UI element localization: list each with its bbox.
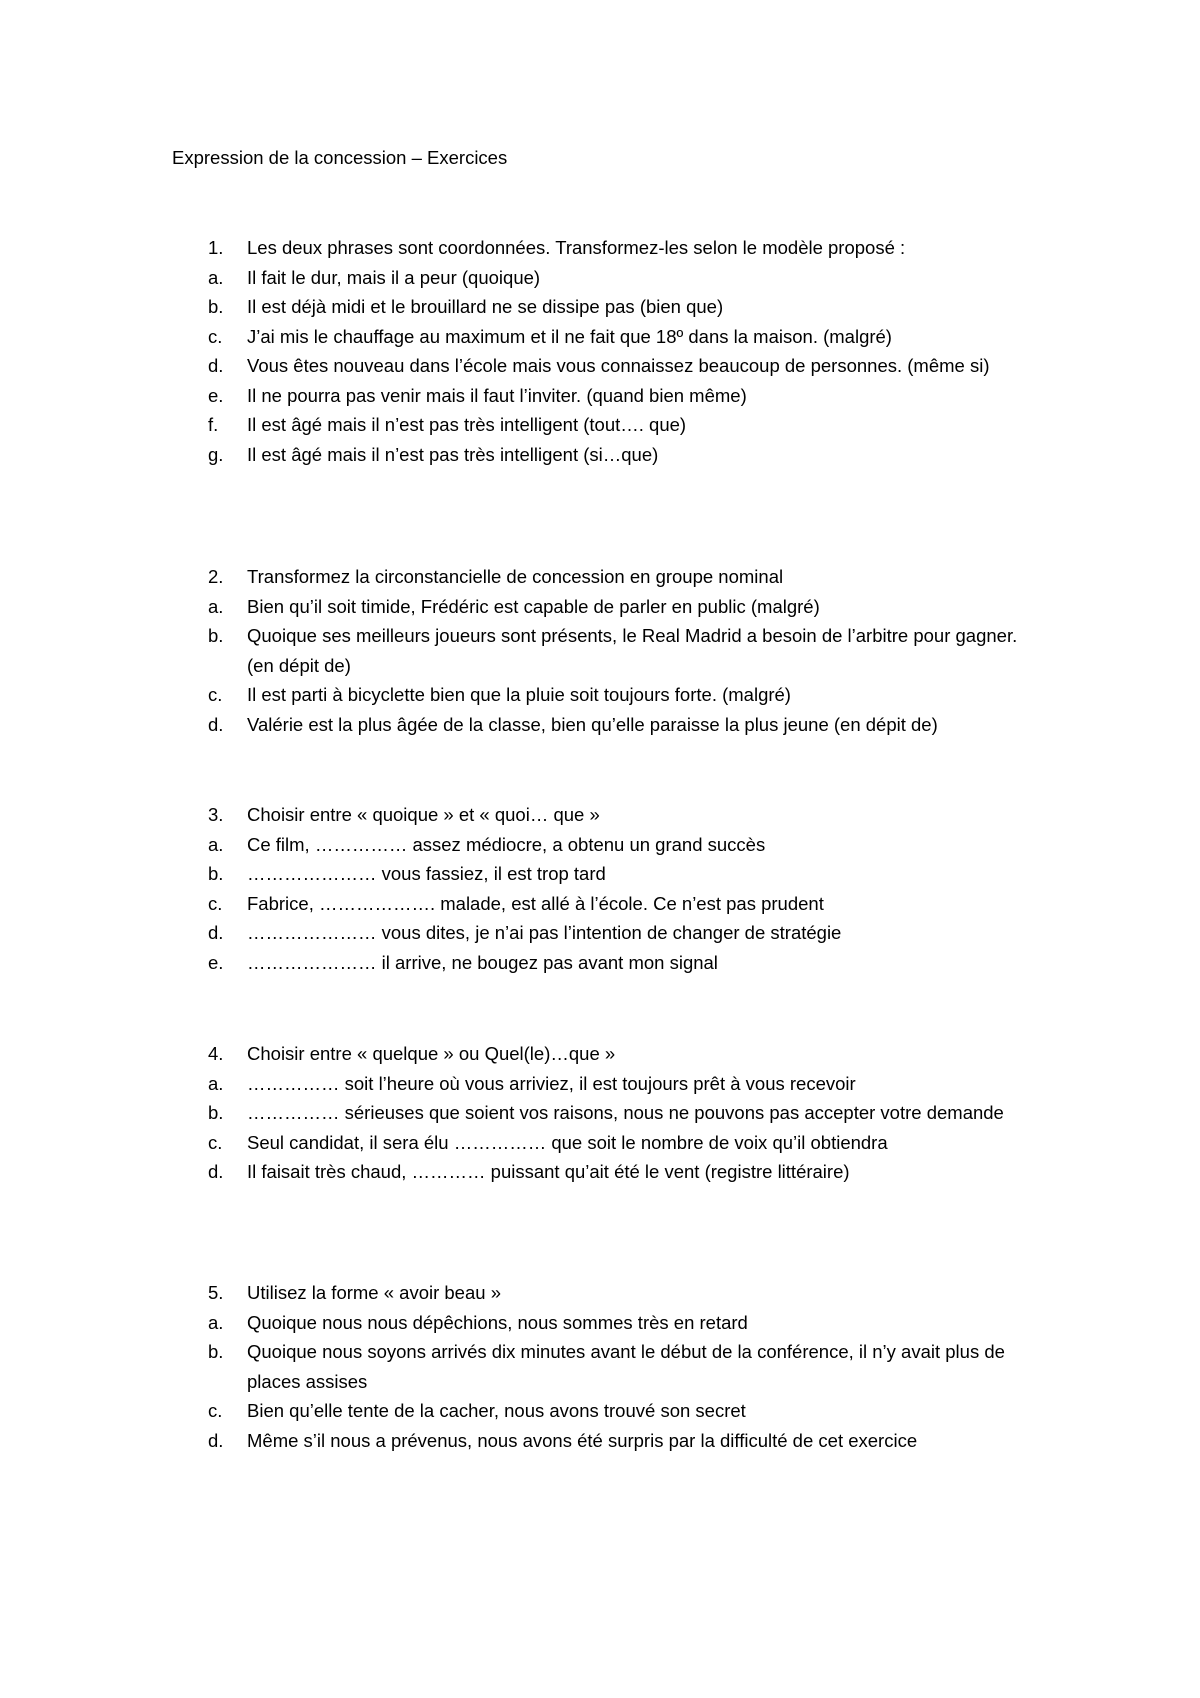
list-item (208, 1337, 1038, 1396)
item-text: Quoique nous nous dépêchions, nous sommes très en retard (247, 1311, 748, 1333)
item-text: Quoique ses meilleurs joueurs sont présents, le Real Madrid a besoin de l’arbitre pour gagner. (en dépit de) (247, 625, 1018, 676)
item-letter: c. (208, 325, 223, 347)
item-text: J’ai mis le chauffage au maximum et il ne fait que 18º dans la maison. (malgré) (247, 325, 892, 347)
item-letter: a. (208, 266, 224, 288)
exercise-instruction (208, 562, 1038, 592)
exercise-3 (208, 800, 1038, 977)
list-item (208, 592, 1038, 622)
list-item (208, 710, 1038, 740)
instruction-text: Choisir entre « quelque » ou Quel(le)…que » (247, 1043, 616, 1064)
list-item (208, 830, 1038, 860)
item-letter: d. (208, 1429, 224, 1451)
instruction-text: Choisir entre « quoique » et « quoi… que » (247, 804, 600, 825)
instruction-text: Transformez la circonstancielle de concession en groupe nominal (247, 566, 784, 587)
item-letter: a. (208, 1311, 224, 1333)
item-text: Il est parti à bicyclette bien que la pluie soit toujours forte. (malgré) (247, 684, 791, 705)
list-item (208, 410, 1038, 440)
exercise-instruction (208, 233, 1038, 263)
item-letter: d. (208, 355, 224, 376)
exercise-instruction (208, 800, 1038, 830)
list-item (208, 440, 1038, 470)
item-letter: a. (208, 595, 224, 617)
list-item (208, 1128, 1038, 1158)
item-text: Vous êtes nouveau dans l’école mais vous connaissez beaucoup de personnes. (même si) (247, 355, 990, 376)
item-text: Ce film, …………… assez médiocre, a obtenu un grand succès (247, 833, 766, 855)
list-item (208, 292, 1038, 322)
item-letter: b. (208, 863, 224, 884)
instruction-text: Les deux phrases sont coordonnées. Transformez-les selon le modèle proposé : (247, 237, 906, 258)
item-letter: f. (208, 414, 219, 435)
item-text: Bien qu’il soit timide, Frédéric est capable de parler en public (malgré) (247, 595, 820, 617)
item-text: …………… sérieuses que soient vos raisons, nous ne pouvons pas accepter votre demande (247, 1102, 1004, 1123)
item-letter: c. (208, 1131, 223, 1153)
list-item (208, 889, 1038, 919)
list-item (208, 918, 1038, 948)
exercise-number: 4. (208, 1043, 224, 1064)
list-item (208, 263, 1038, 293)
exercise-5 (208, 1278, 1038, 1455)
item-text: Quoique nous soyons arrivés dix minutes avant le début de la conférence, il n’y avait plus de places assises (247, 1341, 1005, 1392)
item-text: Il ne pourra pas venir mais il faut l’inviter. (quand bien même) (247, 384, 747, 406)
item-letter: a. (208, 1072, 224, 1094)
item-letter: d. (208, 1161, 224, 1182)
list-item (208, 1069, 1038, 1099)
exercise-instruction (208, 1278, 1038, 1308)
item-letter: g. (208, 443, 224, 465)
instruction-text: Utilisez la forme « avoir beau » (247, 1282, 501, 1303)
list-item (208, 680, 1038, 710)
item-text: ………………… vous dites, je n’ai pas l’intention de changer de stratégie (247, 922, 842, 943)
item-text: ………………… vous fassiez, il est trop tard (247, 863, 606, 884)
item-letter: b. (208, 625, 224, 646)
list-item (208, 621, 1038, 680)
list-item (208, 1396, 1038, 1426)
list-item (208, 1157, 1038, 1187)
list-item (208, 1098, 1038, 1128)
item-letter: c. (208, 684, 223, 705)
list-item (208, 948, 1038, 978)
item-letter: c. (208, 1400, 223, 1421)
item-letter: d. (208, 922, 224, 943)
item-text: ………………… il arrive, ne bougez pas avant mon signal (247, 951, 718, 973)
item-letter: d. (208, 713, 224, 735)
item-text: Fabrice, ………………. malade, est allé à l’école. Ce n’est pas prudent (247, 892, 824, 914)
list-item (208, 1308, 1038, 1338)
exercise-4 (208, 1039, 1038, 1187)
item-text: Il est déjà midi et le brouillard ne se dissipe pas (bien que) (247, 296, 724, 317)
item-text: Il est âgé mais il n’est pas très intelligent (si…que) (247, 443, 659, 465)
exercise-number: 3. (208, 804, 224, 825)
exercise-instruction (208, 1039, 1038, 1069)
item-letter: e. (208, 951, 224, 973)
item-letter: a. (208, 833, 224, 855)
item-letter: c. (208, 892, 223, 914)
list-item (208, 381, 1038, 411)
exercise-number: 1. (208, 237, 224, 258)
list-item (208, 859, 1038, 889)
exercise-2 (208, 562, 1038, 739)
item-text: …………… soit l’heure où vous arriviez, il est toujours prêt à vous recevoir (247, 1072, 856, 1094)
item-text: Même s’il nous a prévenus, nous avons été surpris par la difficulté de cet exercice (247, 1429, 918, 1451)
item-letter: b. (208, 1102, 224, 1123)
item-letter: b. (208, 296, 224, 317)
document-title: Expression de la concession – Exercices (172, 147, 508, 168)
item-text: Bien qu’elle tente de la cacher, nous avons trouvé son secret (247, 1400, 746, 1421)
item-text: Il faisait très chaud, ………… puissant qu’ait été le vent (registre littéraire) (247, 1161, 850, 1182)
item-letter: e. (208, 384, 224, 406)
item-text: Valérie est la plus âgée de la classe, bien qu’elle paraisse la plus jeune (en dépit de) (247, 713, 938, 735)
exercise-1 (208, 233, 1038, 469)
item-letter: b. (208, 1341, 224, 1362)
list-item (208, 1426, 1038, 1456)
list-item (208, 322, 1038, 352)
item-text: Il fait le dur, mais il a peur (quoique) (247, 266, 541, 288)
list-item (208, 351, 1038, 381)
exercise-number: 5. (208, 1282, 224, 1303)
exercise-number: 2. (208, 566, 224, 587)
item-text: Seul candidat, il sera élu …………… que soit le nombre de voix qu’il obtiendra (247, 1131, 888, 1153)
item-text: Il est âgé mais il n’est pas très intelligent (tout…. que) (247, 414, 687, 435)
